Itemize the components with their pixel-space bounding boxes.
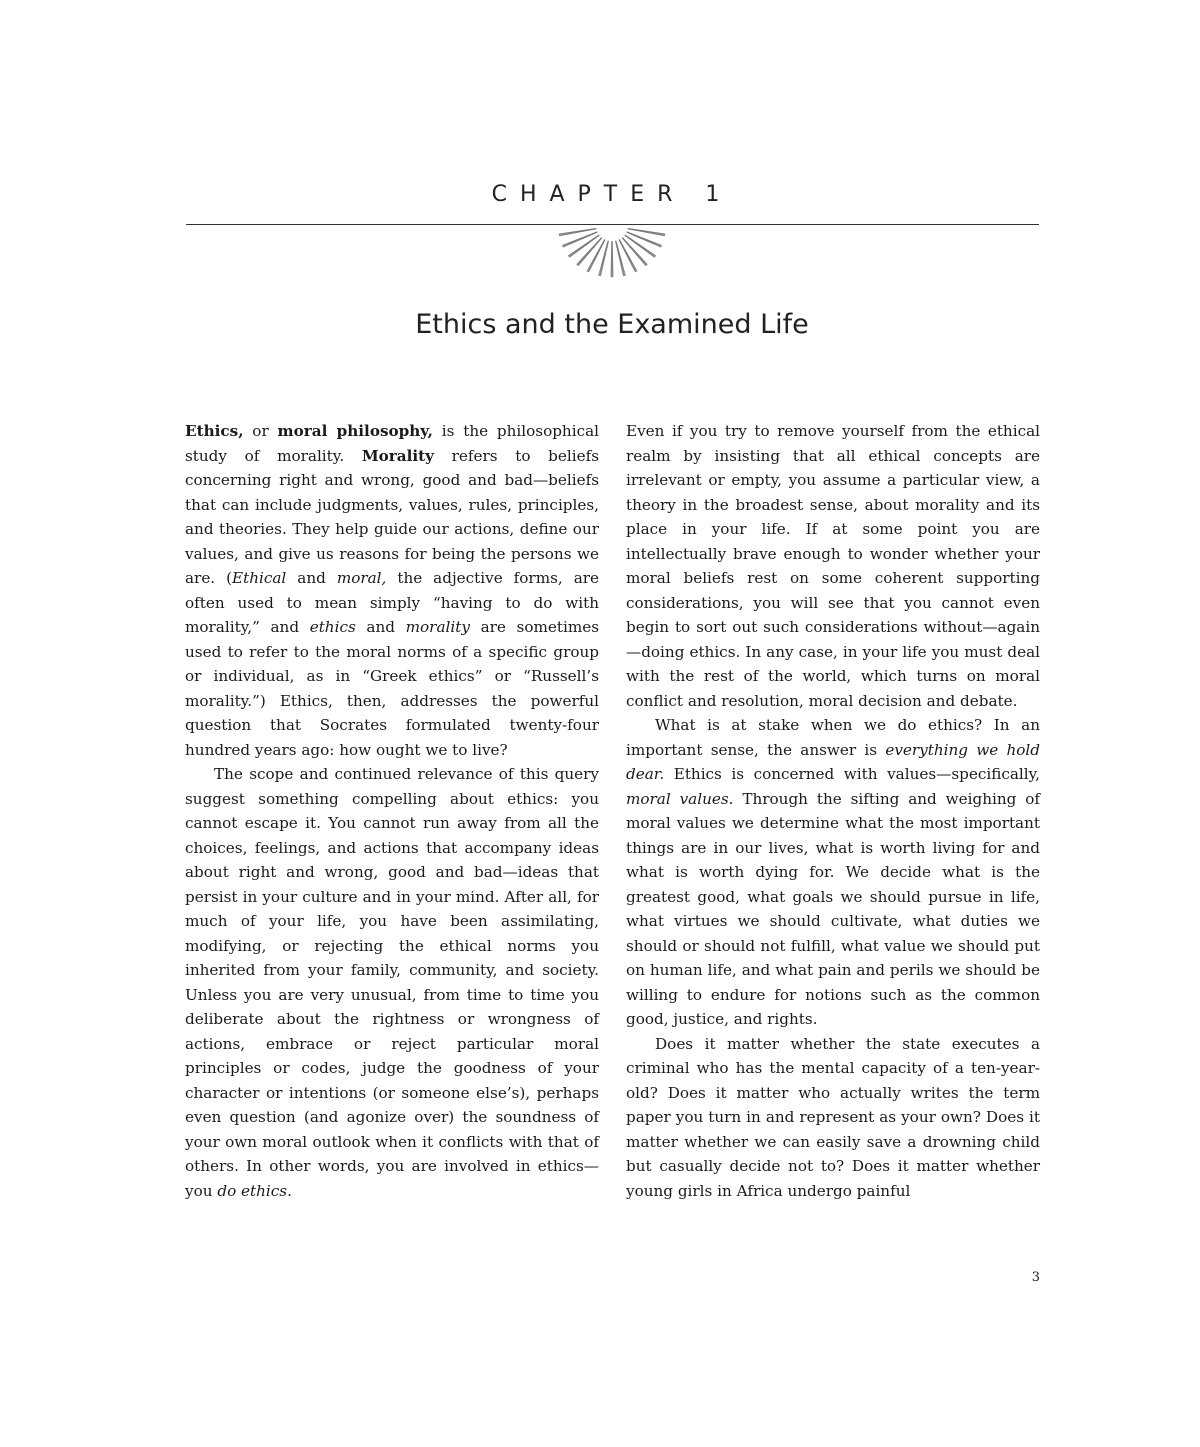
paragraph: The scope and continued relevance of this query suggest something compelling about ethics: you cannot escape it. You cannot run away from all the choices, feelings, and actions that accompany ideas about right and wrong, good and bad—ideas that persist in your culture and in your mind. After all, for much of your life, you have been assimilating, modifying, or rejecting the ethical norms you inherited from your family, community, and society. Unless you are very unusual, from time to time you deliberate about the rightness or wrongness of actions, embrace or reject particular moral principles or codes, judge the goodness of your character or intentions (or someone else’s), perhaps even question (and agonize over) the soundness of your own moral outlook when it conflicts with that of others. In other words, you are involved in ethics—you do ethics.	[185, 765, 599, 1200]
page-number: 3	[1031, 1270, 1040, 1285]
paragraph: Even if you try to remove yourself from the ethical realm by insisting that all ethical concepts are irrelevant or empty, you assume a particular view, a theory in the broadest sense, about morality and its place in your life. If at some point you are intellectually brave enough to wonder whether your moral beliefs rest on some coherent supporting considerations, you will see that you cannot even begin to sort out such considerations without—again—doing ethics. In any case, in your life you must deal with the rest of the world, which turns on moral conflict and resolution, moral decision and debate.	[626, 422, 1040, 710]
chapter-label: CHAPTER 1	[491, 182, 733, 207]
italic-term: morality	[405, 618, 470, 636]
bold-term: Morality	[361, 446, 434, 465]
bold-term: moral philosophy,	[277, 422, 433, 440]
italic-term: Ethical	[232, 569, 287, 587]
italic-term: moral,	[336, 569, 387, 587]
paragraph: What is at stake when we do ethics? In an important sense, the answer is everything we hold dear. Ethics is concerned with values—specifically, moral values. Through the sifting and weighing of moral values we determine what the most important things are in our lives, what is worth living for and what is worth dying for. We decide what is the greatest good, what goals we should pursue in life, what virtues we should cultivate, what duties we should or should not fulfill, what value we should put on human life, and what pain and perils we should be willing to endure for notions such as the common good, justice, and rights.	[626, 716, 1040, 1028]
italic-term: moral values.	[626, 789, 734, 808]
paragraph: Ethics, or moral philosophy, is the philosophical study of morality. Morality refers to beliefs concerning right and wrong, good and bad—beliefs that can include judgments, values, rules, principles, and theories. They help guide our actions, define our values, and give us reasons for being the persons we are. (Ethical and moral, the adjective forms, are often used to mean simply “having to do with morality,” and ethics and morality are sometimes used to refer to the moral norms of a specific group or individual, as in “Greek ethics” or “Russell’s morality.”) Ethics, then, addresses the powerful question that Socrates formulated twenty-four hundred years ago: how ought we to live?	[185, 422, 600, 759]
paragraph: Does it matter whether the state executes a criminal who has the mental capacity of a ten-year-old? Does it matter who actually writes the term paper you turn in and represent as your own? Does it matter whether we can easily save a drowning child but casually decide not to? Does it matter whether young girls in Africa undergo painful	[626, 1034, 1040, 1200]
chapter-rule	[186, 224, 1039, 225]
italic-term: ethics	[309, 618, 356, 636]
italic-term: everything we hold dear.	[626, 740, 1040, 783]
chapter-title: Ethics and the Examined Life	[415, 309, 809, 340]
left-column	[185, 419, 599, 1203]
italic-term: do ethics.	[217, 1181, 292, 1200]
sunburst-icon	[557, 226, 667, 286]
bold-term: Ethics,	[185, 422, 244, 440]
right-column	[626, 419, 1040, 1203]
